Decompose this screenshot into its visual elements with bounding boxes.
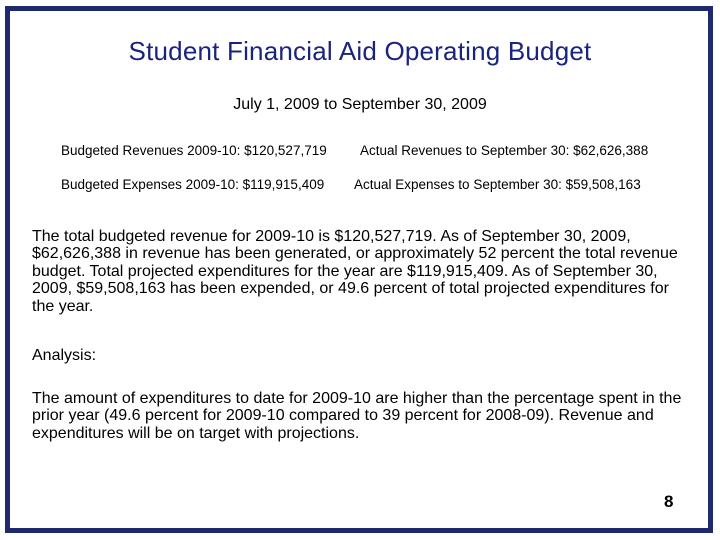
page-number: 8 [664, 492, 674, 511]
actual-expenses: Actual Expenses to September 30: $59,508,163 [354, 177, 641, 192]
actual-revenues: Actual Revenues to September 30: $62,626,388 [360, 143, 649, 158]
budgeted-expenses: Budgeted Expenses 2009-10: $119,915,409 [61, 177, 325, 192]
analysis-heading: Analysis: [32, 347, 97, 364]
slide-title: Student Financial Aid Operating Budget [128, 36, 592, 66]
summary-paragraph: The total budgeted revenue for 2009-10 is $120,527,719. As of September 30, 2009, $62,626,388 in revenue has been generated, or approximately 52 percent the total revenue budget. Total projected expenditures for the year are $119,915,409. As of September 30, 2009, $59,508,163 has been expended, or 49.6 percent of total projected expenditures for the year. [32, 228, 678, 315]
reporting-period: July 1, 2009 to September 30, 2009 [233, 96, 487, 113]
budgeted-revenues: Budgeted Revenues 2009-10: $120,527,719 [61, 143, 327, 158]
analysis-paragraph: The amount of expenditures to date for 2009-10 are higher than the percentage spent in the prior year (49.6 percent for 2009-10 compared to 39 percent for 2008-09). Revenue and expenditures will be on target with projections. [32, 390, 682, 442]
